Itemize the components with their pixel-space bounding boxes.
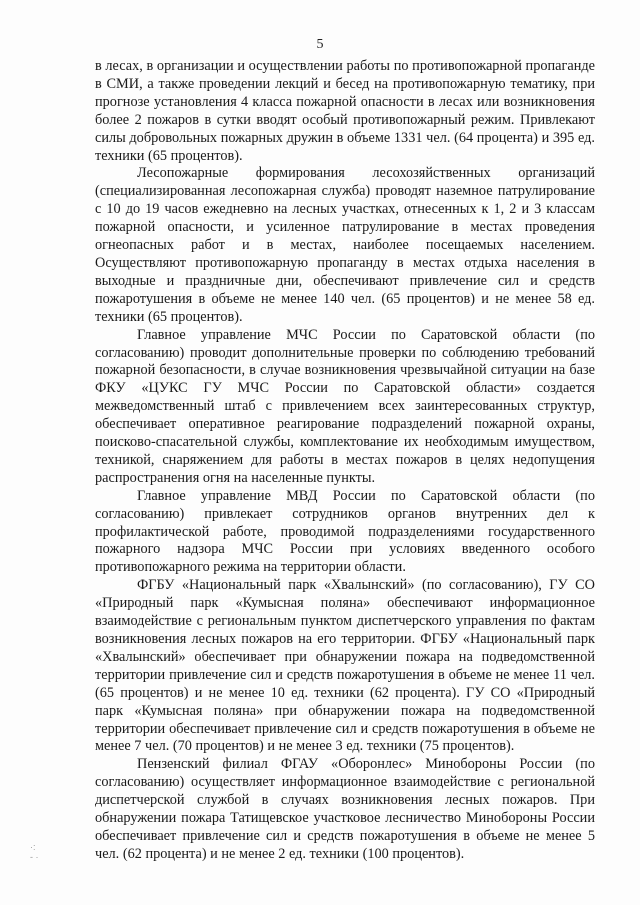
scan-artifact-mark: ·: [30,842,36,852]
page-number: 5 [316,37,324,52]
scan-artifact-mark: ‐ · [30,852,39,862]
paragraph-emergency-ministry: Главное управление МЧС России по Саратовской области (по согласованию) проводит дополнительные проверки по соблюдению требований пожарной безопасности, в случае возникновения чрезвычайной ситуации на базе ФКУ «ЦУКС ГУ МЧС России по Саратовской области» создается межведомственный штаб с привлечением всех заинтересованных структур, обеспечивает оперативное реагирование подразделений пожарной охраны, поисково-спасательной службы, комплектование их необходимым имуществом, техникой, снаряжением для работы в местах пожаров в целях недопущения распространения огня на населенные пункты. [95,326,595,486]
paragraph-oboronles: Пензенский филиал ФГАУ «Оборонлес» Минобороны России (по согласованию) осуществляет информационное взаимодействие с региональной диспетчерской службой в случаях возникновения лесных пожаров. При обнаружении пожара Татищевское участковое лесничество Минобороны России обеспечивает привлечение сил и средств пожаротушения в объеме не менее 5 чел. (62 процента) и не менее 2 ед. техники (100 процентов). [95,756,595,862]
paragraph-continuation: в лесах, в организации и осуществлении работы по противопожарной пропаганде в СМИ, а также проведении лекций и бесед на противопожарную тематику, при прогнозе установления 4 класса пожарной опасности в лесах или возникновения более 2 пожаров в сутки вводят особый противопожарный режим. Привлекают силы добровольных пожарных дружин в объеме 1331 чел. (64 процента) и 395 ед. техники (65 процентов). [95,58,595,164]
paragraph-national-parks: ФГБУ «Национальный парк «Хвалынский» (по согласованию), ГУ СО «Природный парк «Кумысная поляна» обеспечивают информационное взаимодействие с региональным пунктом диспетчерского управления по фактам возникновения лесных пожаров на его территории. ФГБУ «Национальный парк «Хвалынский» обеспечивает при обнаружении пожара на подведомственной территории привлечение сил и средств пожаротушения в объеме не менее 11 чел. (65 процентов) и не менее 10 ед. техники (62 процента). ГУ СО «Природный парк «Кумысная поляна» при обнаружении пожара на подведомственной территории обеспечивает привлечение сил и средств пожаротушения в объеме не менее 7 чел. (70 процентов) и не менее 3 ед. техники (75 процентов). [95,577,595,755]
paragraph-interior-ministry: Главное управление МВД России по Саратовской области (по согласованию) привлекает сотрудников органов внутренних дел к профилактической работе, проводимой подразделениями государственного пожарного надзора МЧС России при условиях введенного особого противопожарного режима на территории области. [95,487,595,576]
body-text [95,58,595,864]
paragraph-forest-fire-units: Лесопожарные формирования лесохозяйственных организаций (специализированная лесопожарная служба) проводят наземное патрулирование с 10 до 19 часов ежедневно на лесных участках, отнесенных к 1, 2 и 3 классам пожарной опасности, и усиленное патрулирование в местах проведения огнеопасных работ и в местах, наиболее посещаемых населением. Осуществляют противопожарную пропаганду в местах отдыха населения в выходные и праздничные дни, обеспечивают привлечение сил и средств пожаротушения в объеме не менее 140 чел. (65 процентов) и не менее 58 ед. техники (65 процентов). [95,165,595,325]
